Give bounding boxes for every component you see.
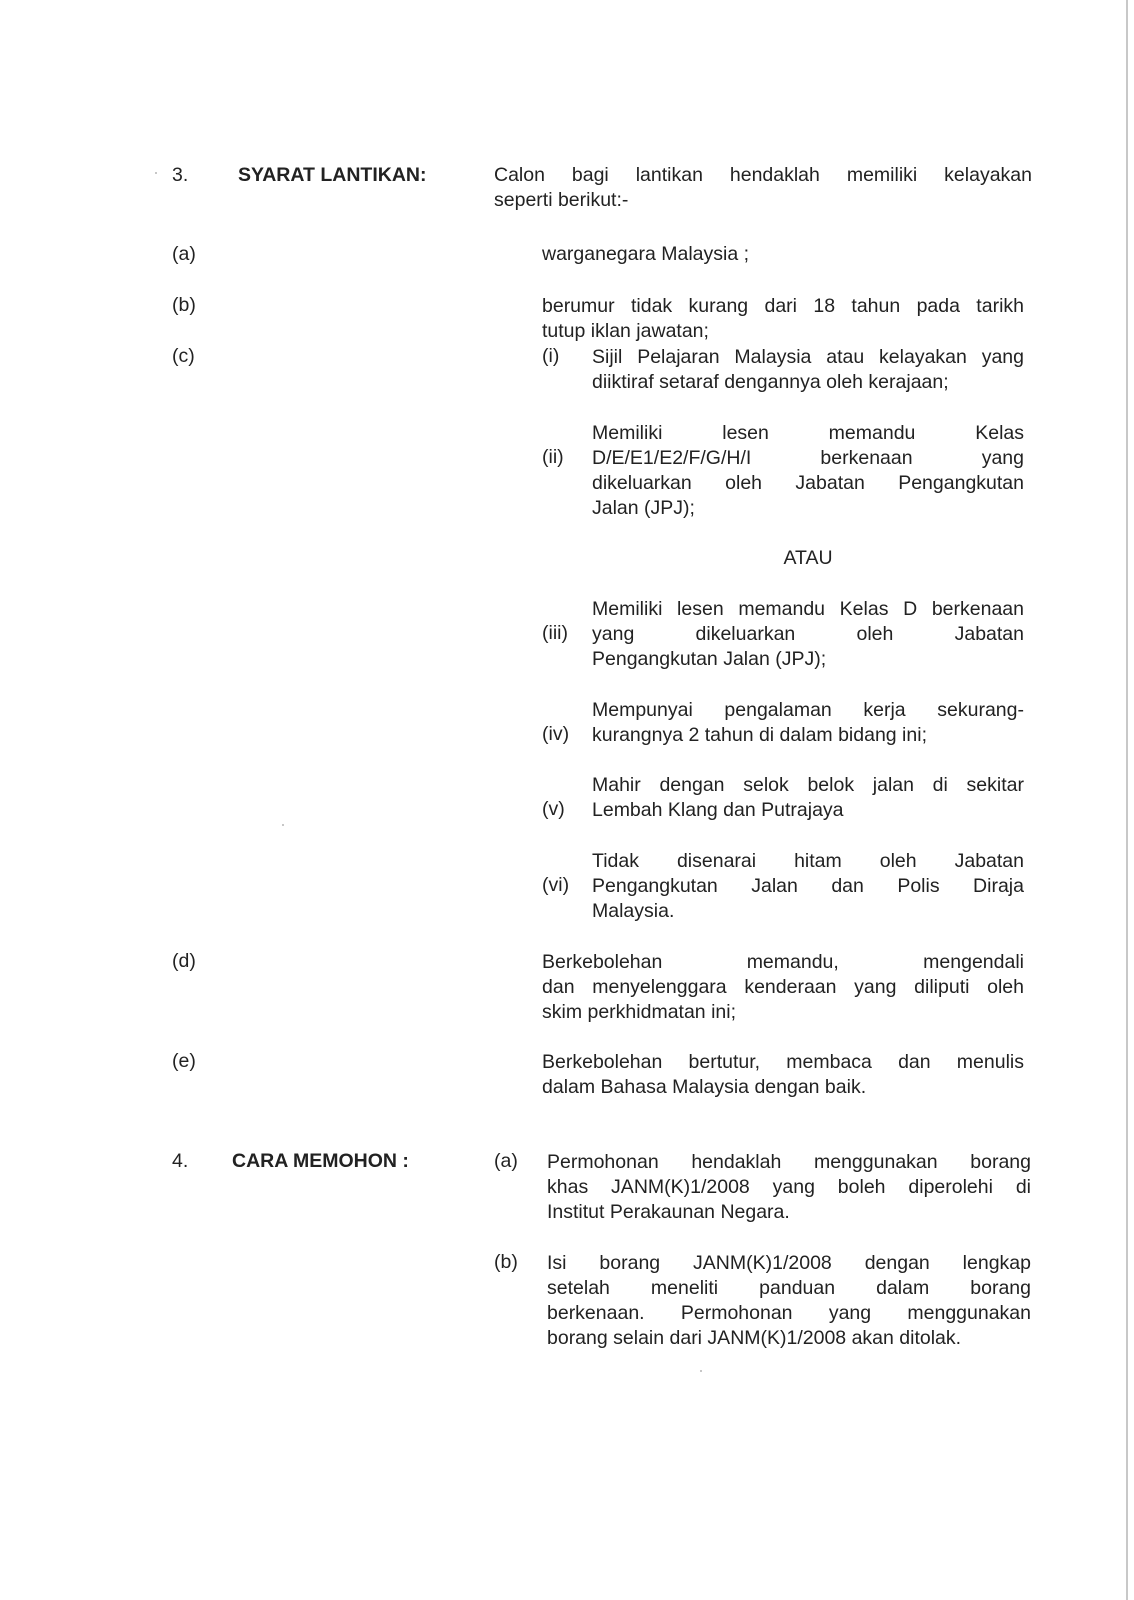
item-b-marker: (b): [172, 294, 196, 316]
item-e-line1: Berkebolehan bertutur, membaca dan menulis: [542, 1051, 1024, 1073]
sub-v-marker: (v): [542, 798, 565, 820]
scan-speck: [282, 824, 284, 826]
item-b-line1: berumur tidak kurang dari 18 tahun pada tarikh: [542, 295, 1024, 317]
sub-iv-line1: Mempunyai pengalaman kerja sekurang-: [592, 699, 1024, 721]
item-b-text: [542, 294, 1024, 344]
item-e-text: [542, 1050, 1024, 1100]
sub-ii-text: [592, 421, 1024, 521]
section3-intro-line1: Calon bagi lantikan hendaklah memiliki kelayakan: [494, 164, 1032, 186]
atau-separator: ATAU: [783, 547, 833, 569]
section3-intro-line2: seperti berikut:-: [494, 189, 629, 211]
sub-iii-line3: Pengangkutan Jalan (JPJ);: [592, 648, 827, 670]
scan-speck: [155, 172, 157, 174]
sub-vi-line1: Tidak disenarai hitam oleh Jabatan: [592, 850, 1024, 872]
section4-heading: CARA MEMOHON :: [232, 1150, 409, 1172]
section4-number: 4.: [172, 1150, 189, 1172]
sub-iv-text: [592, 698, 1024, 748]
scan-edge-line: [1126, 0, 1128, 1600]
sub-iii-line1: Memiliki lesen memandu Kelas D berkenaan: [592, 598, 1024, 620]
section3-number: 3.: [172, 164, 189, 186]
s4-item-a-text: [547, 1150, 1031, 1225]
item-c-marker: (c): [172, 345, 195, 367]
s4-item-b-line4: borang selain dari JANM(K)1/2008 akan ditolak.: [547, 1327, 962, 1349]
sub-ii-line2: D/E/E1/E2/F/G/H/I berkenaan yang: [592, 447, 1024, 469]
s4-item-b-text: [547, 1251, 1031, 1351]
item-d-line2: dan menyelenggara kenderaan yang diliputi oleh: [542, 976, 1024, 998]
s4-item-b-line2: setelah meneliti panduan dalam borang: [547, 1277, 1031, 1299]
item-d-line1: Berkebolehan memandu, mengendali: [542, 951, 1024, 973]
scan-speck: [700, 1370, 702, 1372]
sub-v-line2: Lembah Klang dan Putrajaya: [592, 799, 844, 821]
sub-i-line1: Sijil Pelajaran Malaysia atau kelayakan yang: [592, 346, 1024, 368]
sub-vi-marker: (vi): [542, 874, 570, 896]
section3-heading: SYARAT LANTIKAN:: [238, 164, 427, 186]
s4-item-b-marker: (b): [494, 1251, 518, 1273]
sub-iii-text: [592, 597, 1024, 672]
sub-iv-line2: kurangnya 2 tahun di dalam bidang ini;: [592, 724, 927, 746]
sub-ii-marker: (ii): [542, 446, 564, 468]
sub-ii-line1: Memiliki lesen memandu Kelas: [592, 422, 1024, 444]
sub-vi-text: [592, 849, 1024, 924]
s4-item-b-line3: berkenaan. Permohonan yang menggunakan: [547, 1302, 1031, 1324]
item-d-line3: skim perkhidmatan ini;: [542, 1001, 736, 1023]
sub-i-text: [592, 345, 1024, 395]
s4-item-a-line1: Permohonan hendaklah menggunakan borang: [547, 1151, 1031, 1173]
s4-item-b-line1: Isi borang JANM(K)1/2008 dengan lengkap: [547, 1252, 1031, 1274]
item-b-line2: tutup iklan jawatan;: [542, 320, 709, 342]
sub-iii-line2: yang dikeluarkan oleh Jabatan: [592, 623, 1024, 645]
item-a-marker: (a): [172, 243, 196, 265]
sub-v-line1: Mahir dengan selok belok jalan di sekitar: [592, 774, 1024, 796]
s4-item-a-marker: (a): [494, 1150, 518, 1172]
sub-i-marker: (i): [542, 345, 560, 367]
item-e-marker: (e): [172, 1050, 196, 1072]
sub-v-text: [592, 773, 1024, 823]
sub-i-line2: diiktiraf setaraf dengannya oleh kerajaan;: [592, 371, 949, 393]
item-d-marker: (d): [172, 950, 196, 972]
s4-item-a-line2: khas JANM(K)1/2008 yang boleh diperolehi di: [547, 1176, 1031, 1198]
item-e-line2: dalam Bahasa Malaysia dengan baik.: [542, 1076, 867, 1098]
item-d-text: [542, 950, 1024, 1025]
s4-item-a-line3: Institut Perakaunan Negara.: [547, 1201, 790, 1223]
sub-ii-line4: Jalan (JPJ);: [592, 497, 695, 519]
sub-vi-line3: Malaysia.: [592, 900, 675, 922]
sub-iii-marker: (iii): [542, 622, 568, 644]
sub-vi-line2: Pengangkutan Jalan dan Polis Diraja: [592, 875, 1024, 897]
sub-iv-marker: (iv): [542, 723, 570, 745]
item-a-text: warganegara Malaysia ;: [542, 243, 750, 265]
sub-ii-line3: dikeluarkan oleh Jabatan Pengangkutan: [592, 472, 1024, 494]
